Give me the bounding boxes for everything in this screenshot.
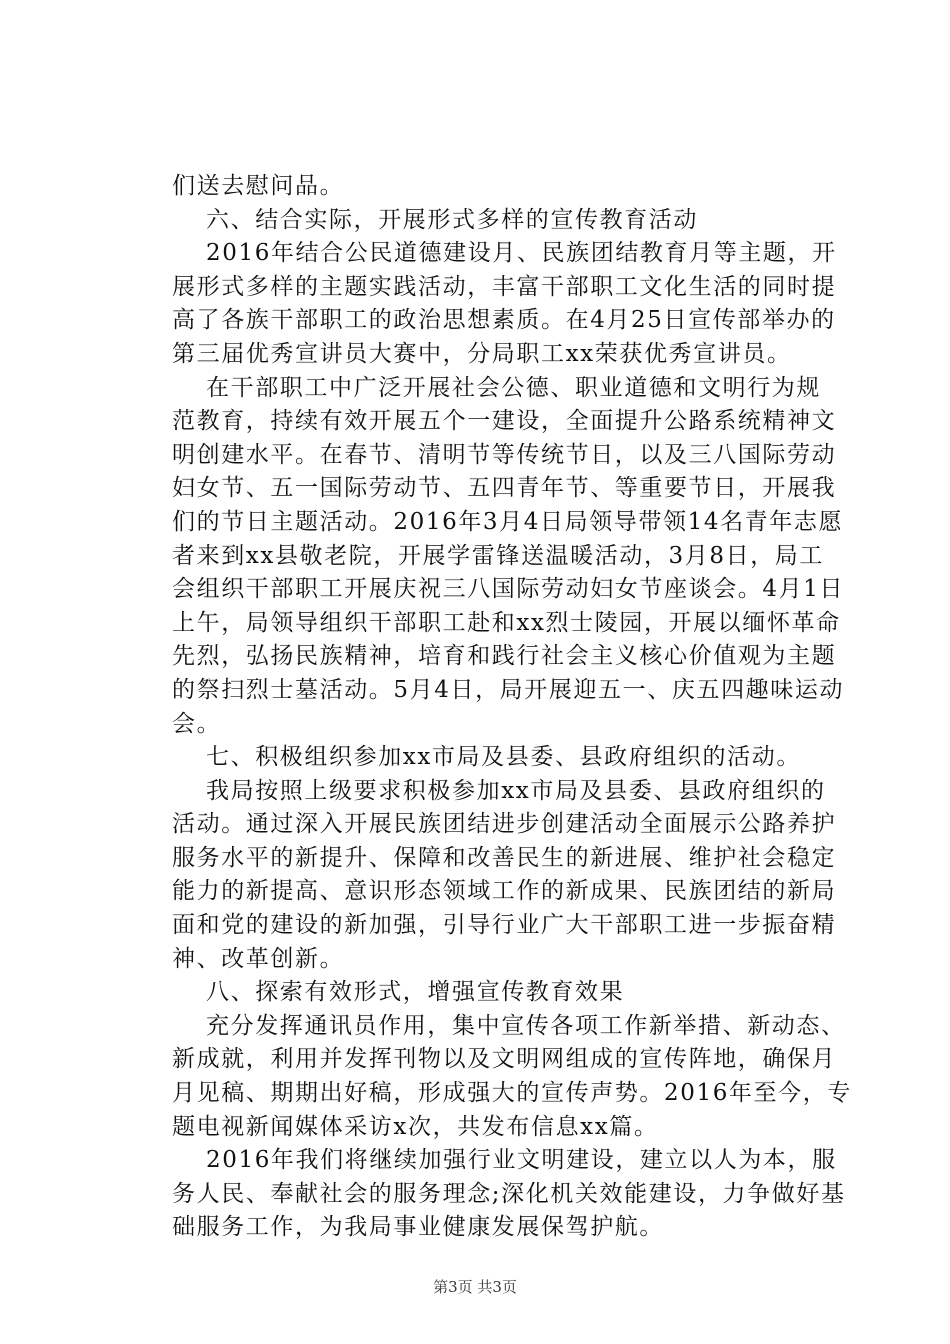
text-line: 妇女节、五一国际劳动节、五四青年节、等重要节日，开展我 — [172, 475, 837, 502]
text-line: 们的节日主题活动。2016年3月4日局领导带领14名青年志愿 — [172, 508, 844, 535]
document-body — [172, 170, 852, 1245]
text-line: 第三届优秀宣讲员大赛中，分局职工xx荣获优秀宣讲员。 — [172, 340, 792, 367]
text-line: 月见稿、期期出好稿，形成强大的宣传声势。2016年至今，专 — [172, 1080, 852, 1107]
text-line: 面和党的建设的新加强，引导行业广大干部职工进一步振奋精 — [172, 912, 837, 939]
text-line: 在干部职工中广泛开展社会公德、职业道德和文明行为规 — [206, 374, 821, 401]
section-heading: 六、结合实际，开展形式多样的宣传教育活动 — [206, 206, 698, 233]
text-line: 的祭扫烈士墓活动。5月4日，局开展迎五一、庆五四趣味运动 — [172, 676, 845, 703]
text-line: 神、改革创新。 — [172, 945, 345, 972]
text-line: 能力的新提高、意识形态领域工作的新成果、民族团结的新局 — [172, 878, 837, 905]
section-heading: 八、探索有效形式，增强宣传教育效果 — [206, 979, 625, 1006]
text-line: 充分发挥通讯员作用，集中宣传各项工作新举措、新动态、 — [206, 1012, 846, 1039]
text-line: 展形式多样的主题实践活动，丰富干部职工文化生活的同时提 — [172, 273, 837, 300]
text-line: 者来到xx县敬老院，开展学雷锋送温暖活动，3月8日，局工 — [172, 542, 825, 569]
text-line: 范教育，持续有效开展五个一建设，全面提升公路系统精神文 — [172, 408, 837, 435]
text-line: 活动。通过深入开展民族团结进步创建活动全面展示公路养护 — [172, 811, 837, 838]
text-line: 2016年结合公民道德建设月、民族团结教育月等主题，开 — [206, 240, 837, 267]
text-line: 先烈，弘扬民族精神，培育和践行社会主义核心价值观为主题 — [172, 643, 837, 670]
text-line: 明创建水平。在春节、清明节等传统节日，以及三八国际劳动 — [172, 441, 837, 468]
text-line: 高了各族干部职工的政治思想素质。在4月25日宣传部举办的 — [172, 307, 836, 334]
text-line: 题电视新闻媒体采访x次，共发布信息xx篇。 — [172, 1113, 659, 1140]
text-line: 我局按照上级要求积极参加xx市局及县委、县政府组织的 — [206, 777, 826, 804]
text-line: 上午，局领导组织干部职工赴和xx烈士陵园，开展以缅怀革命 — [172, 609, 841, 636]
page-number-footer: 第3页 共3页 — [433, 1278, 517, 1296]
text-line: 会组织干部职工开展庆祝三八国际劳动妇女节座谈会。4月1日 — [172, 576, 845, 603]
section-heading: 七、积极组织参加xx市局及县委、县政府组织的活动。 — [206, 744, 801, 771]
text-line: 服务水平的新提升、保障和改善民生的新进展、维护社会稳定 — [172, 844, 837, 871]
text-line: 会。 — [172, 710, 222, 737]
text-line: 新成就，利用并发挥刊物以及文明网组成的宣传阵地，确保月 — [172, 1046, 837, 1073]
text-line: 务人民、奉献社会的服务理念;深化机关效能建设，力争做好基 — [172, 1180, 846, 1207]
text-line: 们送去慰问品。 — [172, 173, 345, 199]
text-line: 础服务工作，为我局事业健康发展保驾护航。 — [172, 1214, 664, 1241]
text-line: 2016年我们将继续加强行业文明建设，建立以人为本，服 — [206, 1147, 837, 1174]
